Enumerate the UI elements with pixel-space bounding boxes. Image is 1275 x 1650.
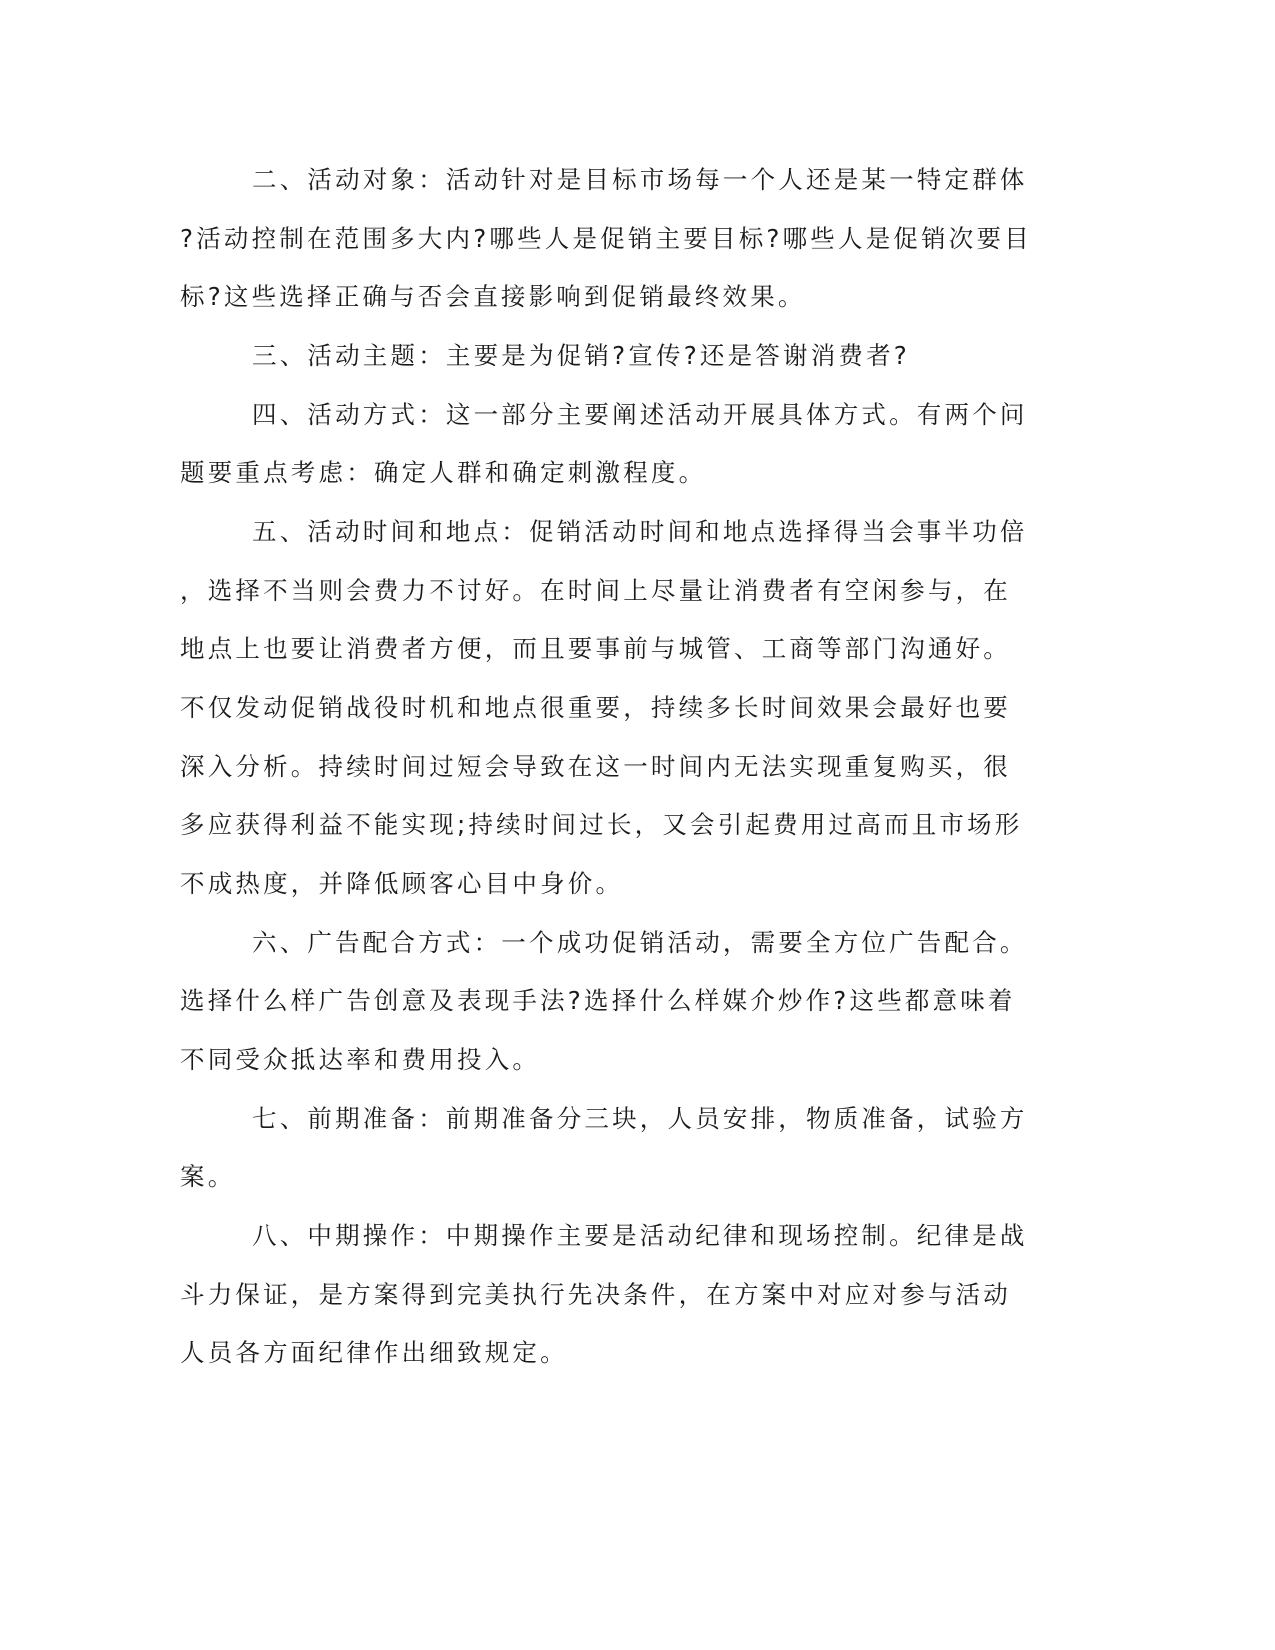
paragraph-8-line-2: 斗力保证，是方案得到完美执行先决条件，在方案中对应对参与活动 <box>180 1280 1011 1309</box>
paragraph-5-line-5: 深入分析。持续时间过短会导致在这一时间内无法实现重复购买，很 <box>180 752 1011 781</box>
paragraph-3-line-1: 三、活动主题：主要是为促销?宣传?还是答谢消费者? <box>252 341 911 370</box>
paragraph-6-line-2: 选择什么样广告创意及表现手法?选择什么样媒介炒作?这些都意味着 <box>180 986 1016 1015</box>
paragraph-2-line-2: ?活动控制在范围多大内?哪些人是促销主要目标?哪些人是促销次要目 <box>180 224 1032 253</box>
paragraph-2-line-1: 二、活动对象：活动针对是目标市场每一个人还是某一特定群体 <box>252 165 1028 194</box>
paragraph-2-line-3: 标?这些选择正确与否会直接影响到促销最终效果。 <box>180 282 806 311</box>
paragraph-5-line-2: ，选择不当则会费力不讨好。在时间上尽量让消费者有空闲参与，在 <box>180 576 1011 605</box>
paragraph-5-line-3: 地点上也要让消费者方便，而且要事前与城管、工商等部门沟通好。 <box>180 634 1011 663</box>
paragraph-5-line-7: 不成热度，并降低顾客心目中身价。 <box>180 869 624 898</box>
paragraph-6-line-1: 六、广告配合方式：一个成功促销活动，需要全方位广告配合。 <box>252 928 1028 957</box>
paragraph-5-line-6: 多应获得利益不能实现;持续时间过长，又会引起费用过高而且市场形 <box>180 810 1023 839</box>
paragraph-7-line-1: 七、前期准备：前期准备分三块，人员安排，物质准备，试验方 <box>252 1104 1028 1133</box>
paragraph-8-line-3: 人员各方面纪律作出细致规定。 <box>180 1338 568 1367</box>
paragraph-6-line-3: 不同受众抵达率和费用投入。 <box>180 1045 541 1074</box>
paragraph-4-line-1: 四、活动方式：这一部分主要阐述活动开展具体方式。有两个问 <box>252 400 1028 429</box>
paragraph-8-line-1: 八、中期操作：中期操作主要是活动纪律和现场控制。纪律是战 <box>252 1221 1028 1250</box>
paragraph-5-line-4: 不仅发动促销战役时机和地点很重要，持续多长时间效果会最好也要 <box>180 693 1011 722</box>
paragraph-5-line-1: 五、活动时间和地点：促销活动时间和地点选择得当会事半功倍 <box>252 517 1028 546</box>
paragraph-7-line-2: 案。 <box>180 1162 236 1191</box>
paragraph-4-line-2: 题要重点考虑：确定人群和确定刺激程度。 <box>180 458 707 487</box>
